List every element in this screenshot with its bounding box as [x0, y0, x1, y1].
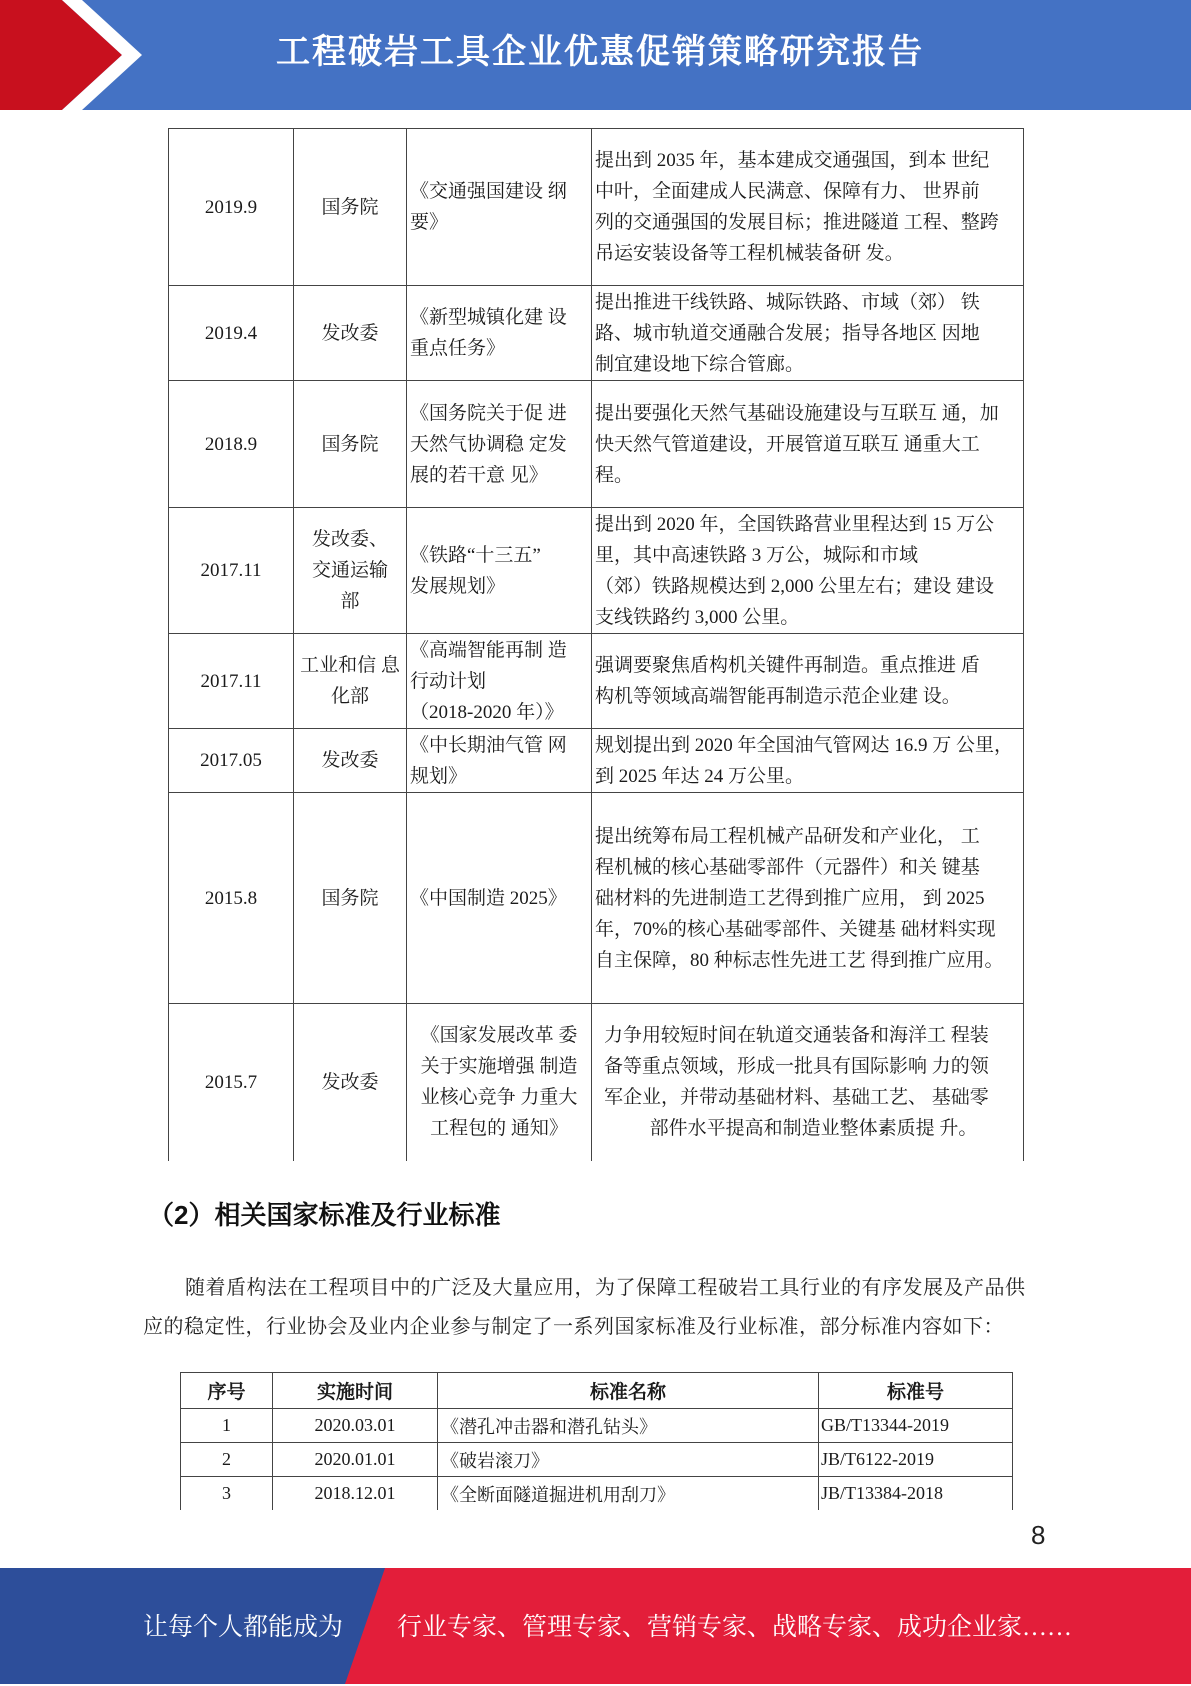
policy-content-line: 础材料的先进制造工艺得到推广应用， 到 2025 [595, 887, 985, 909]
policy-document-line: 《国务院关于促 进 [410, 402, 567, 424]
policy-document-line: 《新型城镇化建 设 [410, 307, 567, 328]
policy-issuer-line: 发改委 [321, 1071, 379, 1093]
policy-content-line: 提出到 2035 年，基本建成交通强国，到本 世纪 [595, 150, 990, 171]
policy-content-line: 快天然气管道建设，开展管道互联互 通重大工 [595, 433, 980, 455]
policy-row [169, 634, 1024, 729]
section-heading: （2）相关国家标准及行业标准 [148, 1200, 501, 1230]
policy-document-cell [407, 508, 592, 634]
policy-content-line: 路、城市轨道交通融合发展；指导各地区 因地 [595, 322, 980, 344]
policy-content-line: 中叶，全面建成人民满意、保障有力、 世界前 [595, 181, 980, 202]
policy-document-line: 关于实施增强 制造 [420, 1056, 578, 1078]
policy-issuer-cell [294, 129, 407, 286]
policy-issuer-cell [294, 729, 407, 793]
policy-content-line: 提出到 2020 年，全国铁路营业里程达到 15 万公 [595, 513, 995, 535]
policy-issuer-line: 工业和信 息 [300, 655, 400, 676]
policy-row [169, 508, 1024, 634]
std-name-cell: 《全断面隧道掘进机用刮刀》 [438, 1477, 819, 1511]
policy-content-line: 制宜建设地下综合管廊。 [595, 353, 805, 375]
policy-content-line: 军企业，并带动基础材料、基础工艺、 基础零 [604, 1087, 989, 1109]
standards-row [181, 1477, 1013, 1511]
policy-date-line: 2017.11 [200, 560, 262, 581]
policy-document-line: 重点任务》 [410, 338, 506, 359]
standards-table [180, 1372, 1013, 1510]
policy-content-cell [592, 1004, 1024, 1161]
standards-row [181, 1409, 1013, 1443]
standards-table-body [181, 1409, 1013, 1511]
policy-document-line: 《交通强国建设 纲 [410, 181, 567, 202]
policy-issuer-line: 发改委、 [311, 529, 388, 550]
standards-row [181, 1443, 1013, 1477]
header-cell-name: 标准名称 [438, 1373, 819, 1409]
paragraph-line: 随着盾构法在工程项目中的广泛及大量应用，为了保障工程破岩工具行业的有序发展及产品供 [185, 1277, 1026, 1299]
policy-content-line: 构机等领域高端智能再制造示范企业建 设。 [595, 686, 961, 707]
policy-row [169, 381, 1024, 508]
std-date-cell: 2020.03.01 [273, 1409, 438, 1443]
policy-content-line: 提出推进干线铁路、城际铁路、市域（郊） 铁 [595, 291, 980, 313]
policy-date-cell [169, 729, 294, 793]
footer-slogan-right: 行业专家、管理专家、营销专家、战略专家、成功企业家…… [397, 1614, 1073, 1641]
policy-row [169, 729, 1024, 793]
policy-date-line: 2017.05 [200, 750, 262, 771]
policy-issuer-line: 部 [340, 591, 360, 612]
policy-issuer-cell [294, 634, 407, 729]
policy-content-cell [592, 793, 1024, 1004]
policy-content-cell [592, 286, 1024, 381]
policy-document-line: 天然气协调稳 定发 [410, 433, 567, 455]
standards-table-header [181, 1373, 1013, 1409]
policy-document-cell [407, 793, 592, 1004]
policy-document-line: 行动计划 [410, 670, 487, 692]
policy-content-cell [592, 129, 1024, 286]
policy-content-cell [592, 508, 1024, 634]
policy-document-line: 要》 [410, 212, 449, 233]
policy-date-line: 2018.9 [204, 433, 258, 455]
policy-content-line: 列的交通强国的发展目标；推进隧道 工程、整跨 [595, 212, 999, 233]
policy-document-cell [407, 634, 592, 729]
policy-table [168, 128, 1024, 1161]
std-date-cell: 2018.12.01 [273, 1477, 438, 1511]
std-name-cell: 《破岩滚刀》 [438, 1443, 819, 1477]
policy-content-line: 提出要强化天然气基础设施建设与互联互 通，加 [595, 402, 999, 424]
policy-content-line: （郊）铁路规模达到 2,000 公里左右；建设 建设 [595, 575, 995, 597]
policy-issuer-cell [294, 793, 407, 1004]
std-date-cell: 2020.01.01 [273, 1443, 438, 1477]
policy-issuer-line: 国务院 [321, 196, 379, 218]
policy-date-cell [169, 1004, 294, 1161]
policy-date-cell [169, 508, 294, 634]
policy-date-cell [169, 793, 294, 1004]
policy-document-line: 规划》 [410, 765, 468, 787]
policy-content-line: 年，70%的核心基础零部件、关键基 础材料实现 [595, 918, 996, 940]
policy-content-line: 自主保障，80 种标志性先进工艺 得到推广应用。 [595, 949, 1004, 971]
policy-content-line: 里，其中高速铁路 3 万公，城际和市域 [595, 544, 919, 566]
page-header [0, 0, 1191, 110]
policy-table-body [169, 129, 1024, 1161]
policy-document-line: 发展规划》 [410, 575, 506, 597]
policy-issuer-line: 国务院 [321, 887, 379, 909]
page-number: 8 [1031, 1520, 1046, 1550]
policy-issuer-cell [294, 381, 407, 508]
policy-date-cell [169, 381, 294, 508]
policy-issuer-line: 发改委 [321, 750, 379, 771]
std-code-cell: GB/T13344-2019 [819, 1409, 1013, 1443]
policy-content-line: 提出统筹布局工程机械产品研发和产业化， 工 [595, 825, 980, 847]
policy-issuer-line: 化部 [330, 686, 369, 707]
policy-content-cell [592, 381, 1024, 508]
policy-date-line: 2017.11 [200, 670, 262, 692]
policy-document-line: 《国家发展改革 委 [420, 1025, 578, 1047]
policy-content-line: 程机械的核心基础零部件（元器件）和关 键基 [595, 856, 980, 878]
policy-date-line: 2019.9 [204, 196, 258, 218]
policy-issuer-cell [294, 286, 407, 381]
policy-document-line: 《中国制造 2025》 [410, 887, 567, 909]
policy-row [169, 1004, 1024, 1161]
header-cell-date: 实施时间 [273, 1373, 438, 1409]
paragraph-line: 应的稳定性，行业协会及业内企业参与制定了一系列国家标准及行业标准，部分标准内容如下： [143, 1316, 1004, 1338]
std-code-cell: JB/T6122-2019 [819, 1443, 1013, 1477]
policy-content-line: 规划提出到 2020 年全国油气管网达 16.9 万 公里， [595, 734, 1014, 756]
policy-date-line: 2019.4 [204, 322, 258, 344]
policy-row [169, 129, 1024, 286]
policy-content-line: 到 2025 年达 24 万公里。 [595, 765, 805, 787]
policy-document-line: 工程包的 通知》 [430, 1118, 568, 1140]
policy-row [169, 793, 1024, 1004]
policy-document-line: （2018-2020 年）》 [410, 701, 564, 723]
policy-issuer-line: 国务院 [321, 433, 379, 455]
policy-date-cell [169, 286, 294, 381]
policy-document-line: 《中长期油气管 网 [410, 734, 567, 756]
policy-row [169, 286, 1024, 381]
policy-issuer-cell [294, 508, 407, 634]
policy-content-line: 备等重点领域，形成一批具有国际影响 力的领 [604, 1056, 989, 1078]
policy-content-line: 吊运安装设备等工程机械装备研 发。 [595, 243, 904, 264]
policy-content-line: 部件水平提高和制造业整体素质提 升。 [649, 1118, 978, 1140]
std-code-cell: JB/T13384-2018 [819, 1477, 1013, 1511]
policy-document-line: 《铁路“十三五” [410, 544, 541, 566]
policy-document-cell [407, 381, 592, 508]
section-paragraph [143, 1269, 1083, 1347]
policy-document-cell [407, 1004, 592, 1161]
std-index-cell: 1 [181, 1409, 273, 1443]
policy-document-cell [407, 129, 592, 286]
policy-document-line: 业核心竞争 力重大 [420, 1087, 578, 1109]
header-cell-index: 序号 [181, 1373, 273, 1409]
policy-content-line: 强调要聚焦盾构机关键件再制造。重点推进 盾 [595, 655, 980, 676]
policy-date-line: 2015.8 [204, 887, 258, 909]
std-index-cell: 2 [181, 1443, 273, 1477]
policy-issuer-line: 交通运输 [311, 560, 388, 581]
policy-date-cell [169, 634, 294, 729]
policy-content-cell [592, 634, 1024, 729]
policy-content-line: 程。 [595, 464, 634, 486]
policy-issuer-cell [294, 1004, 407, 1161]
report-title: 工程破岩工具企业优惠促销策略研究报告 [276, 33, 924, 71]
policy-document-line: 《高端智能再制 造 [410, 639, 567, 661]
policy-document-cell [407, 729, 592, 793]
footer-slogan-left: 让每个人都能成为 [143, 1614, 344, 1641]
policy-date-line: 2015.7 [204, 1071, 258, 1093]
header-cell-code: 标准号 [819, 1373, 1013, 1409]
policy-content-line: 力争用较短时间在轨道交通装备和海洋工 程装 [604, 1025, 989, 1047]
page-footer [0, 1568, 1191, 1684]
standards-header-row [181, 1373, 1013, 1409]
policy-content-cell [592, 729, 1024, 793]
std-index-cell: 3 [181, 1477, 273, 1511]
policy-document-line: 展的若干意 见》 [410, 464, 548, 486]
policy-content-line: 支线铁路约 3,000 公里。 [595, 606, 800, 628]
std-name-cell: 《潜孔冲击器和潜孔钻头》 [438, 1409, 819, 1443]
policy-date-cell [169, 129, 294, 286]
policy-document-cell [407, 286, 592, 381]
policy-issuer-line: 发改委 [321, 322, 379, 344]
